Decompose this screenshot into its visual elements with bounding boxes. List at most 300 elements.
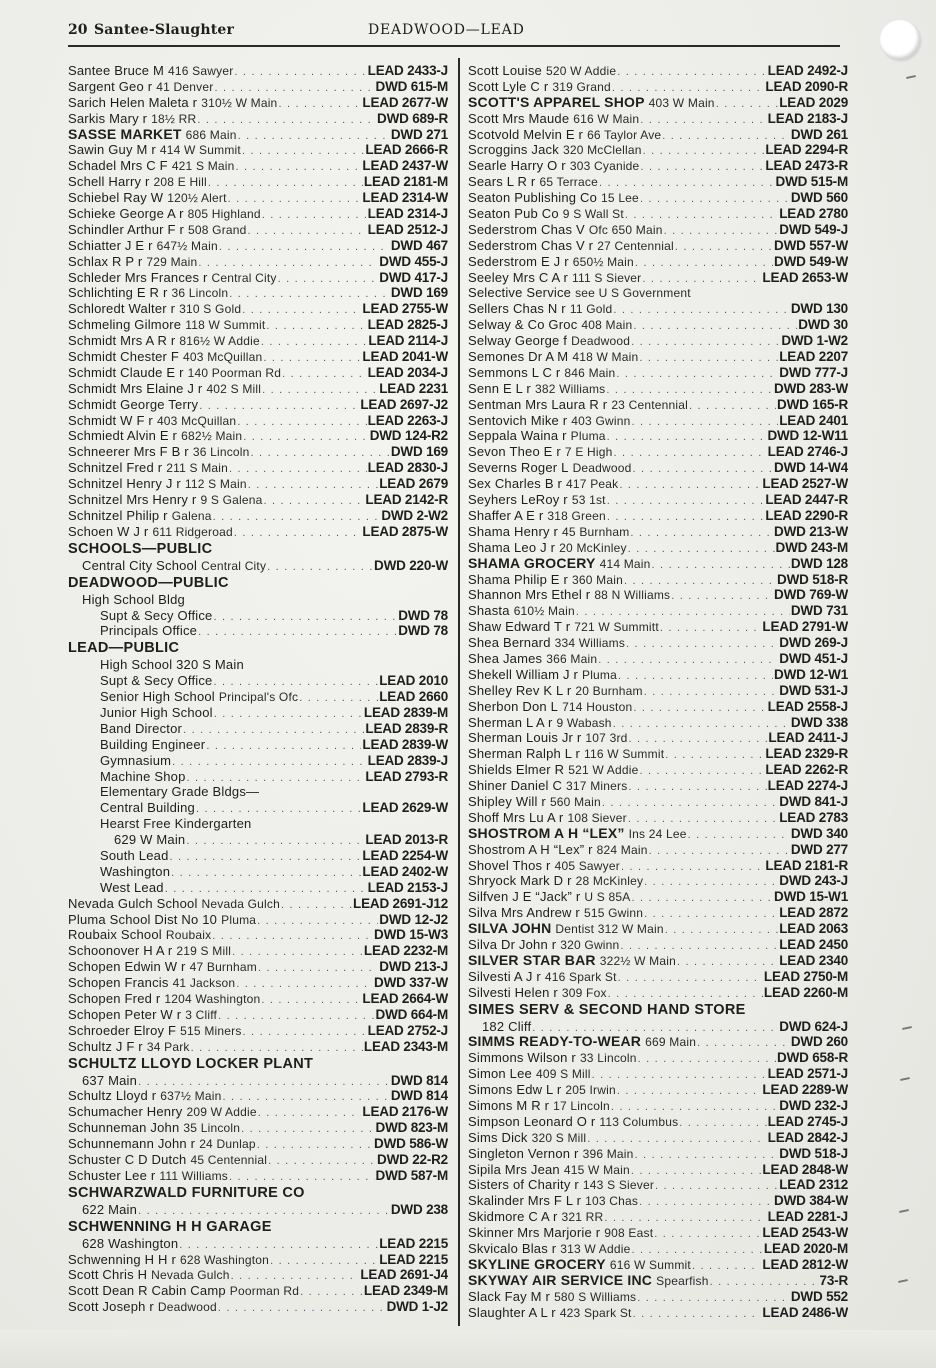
page-number: 20 — [68, 22, 88, 38]
listing-row — [468, 842, 848, 858]
dot-leader — [229, 462, 367, 476]
listing-row — [468, 127, 848, 143]
dot-leader — [214, 707, 363, 721]
dot-leader — [270, 1254, 378, 1268]
listing-row — [468, 1019, 848, 1035]
listing-phone: DWD 232-J — [779, 1098, 848, 1113]
running-head — [68, 22, 838, 42]
listing-name: Sears L R r — [468, 174, 536, 190]
dot-leader — [236, 977, 373, 991]
listing-name: SCOTT'S APPAREL SHOP — [468, 94, 645, 110]
dot-leader — [187, 771, 365, 785]
listing-address: 396 Main — [582, 1146, 634, 1161]
listing-phone: DWD 515-M — [775, 174, 848, 190]
listing-phone: DWD 130 — [790, 301, 848, 317]
listing-name: 622 Main — [82, 1201, 138, 1217]
listing-row — [468, 937, 848, 953]
listing-address: 714 Houston — [562, 699, 633, 714]
listing-name: Shryock Mark D r — [468, 873, 572, 889]
listing-name: SCHWARZWALD FURNITURE CO — [68, 1184, 305, 1201]
listing-name: High School Bldg — [82, 591, 185, 607]
dot-leader — [170, 850, 362, 864]
dot-leader — [234, 526, 362, 540]
listing-row — [468, 365, 848, 381]
listing-phone: DWD 78 — [398, 623, 448, 639]
listing-phone: DWD 455-J — [379, 253, 448, 269]
listing-address: 320 S Mill — [531, 1130, 587, 1145]
listing-phone: LEAD 2433-J — [367, 63, 448, 78]
listing-address: 15 Lee — [601, 191, 639, 206]
dot-leader — [633, 319, 797, 333]
listing-name: Schmeling Gilmore — [68, 317, 182, 333]
dot-leader — [263, 351, 361, 365]
listing-address: 33 Lincoln — [579, 1051, 637, 1066]
listing-phone: DWD 12-W11 — [767, 428, 848, 444]
listing-name: Schiatter J E r — [68, 237, 153, 253]
listing-row — [468, 858, 848, 874]
listing-address: 402 S Mill — [206, 381, 262, 396]
listing-name: Junior High School — [100, 704, 213, 720]
listing-name: SKYLINE GROCERY — [468, 1256, 606, 1272]
dot-leader — [191, 1041, 363, 1055]
dot-leader — [237, 415, 366, 429]
listing-row — [468, 1241, 848, 1257]
listing-row — [68, 1168, 448, 1184]
listing-address: Dentist 312 W Main — [555, 922, 664, 937]
listing-name: Sherman Louis Jr r — [468, 730, 582, 746]
listing-row — [68, 1007, 448, 1023]
dot-leader — [587, 1132, 766, 1146]
listing-name: Slaughter A L r — [468, 1304, 556, 1320]
listing-row — [468, 1177, 848, 1193]
listing-phone: LEAD 2848-W — [762, 1161, 848, 1177]
listing-phone: LEAD 2181-M — [363, 174, 448, 190]
listing-name: Schloredt Walter r — [68, 301, 176, 317]
listing-phone: LEAD 2783 — [779, 809, 848, 825]
dot-leader — [267, 560, 373, 574]
listing-address: Deadwood — [572, 461, 632, 476]
listing-name: SIMES SERV & SECOND HAND STORE — [468, 1001, 746, 1018]
dot-leader — [261, 335, 368, 349]
dot-leader — [626, 637, 778, 651]
listing-name: Machine Shop — [100, 768, 186, 784]
listing-phone: DWD 12-W1 — [774, 666, 848, 682]
listing-name: Seppala Waina r — [468, 428, 567, 444]
listing-name: Shostrom A H “Lex” r — [468, 841, 593, 857]
listing-phone: DWD 689-R — [377, 110, 448, 126]
listing-name: Elementary Grade Bldgs— — [100, 784, 260, 800]
page-bottom-margin — [0, 1330, 936, 1368]
listing-name: Simons Edw L r — [468, 1082, 562, 1098]
listing-phone: LEAD 2281-J — [767, 1209, 848, 1225]
left-column — [68, 63, 448, 1315]
listing-name: Scott Louise — [468, 63, 542, 78]
listing-phone: LEAD 2411-J — [768, 730, 848, 746]
listing-address: Galena — [171, 508, 212, 523]
listing-name: Silvesti Helen r — [468, 984, 558, 1000]
listing-address: 140 Poorman Rd — [187, 365, 282, 380]
listing-phone: DWD 467 — [390, 237, 448, 253]
listing-row — [68, 365, 448, 381]
listing-phone: DWD 557-W — [774, 237, 848, 253]
listing-name: Schumacher Henry — [68, 1104, 183, 1120]
dot-leader — [241, 1122, 374, 1136]
listing-name: Seeley Mrs C A r — [468, 269, 569, 285]
listing-row — [468, 1034, 848, 1050]
dot-leader — [278, 272, 379, 286]
listing-phone: DWD 238 — [390, 1201, 448, 1217]
dot-leader — [649, 844, 790, 858]
listing-phone: DWD 731 — [790, 603, 848, 619]
listing-phone: DWD 220-W — [374, 557, 448, 573]
listing-row — [468, 190, 848, 206]
dot-leader — [633, 701, 766, 715]
listing-address: 611 Ridgeroad — [152, 524, 233, 539]
listing-name: Schadel Mrs C F — [68, 158, 168, 174]
listing-address: 637½ Main — [160, 1089, 222, 1104]
dot-leader — [282, 367, 367, 381]
listing-row — [68, 721, 448, 737]
listing-row — [468, 381, 848, 397]
listing-address: 20 Burnham — [575, 683, 643, 698]
listing-row — [468, 683, 848, 699]
listing-row — [468, 1114, 848, 1130]
listing-row — [68, 349, 448, 365]
listing-address: 322½ W Main — [599, 953, 676, 968]
listing-name: Supt & Secy Office — [100, 607, 213, 623]
listing-name: Schroeder Elroy F — [68, 1022, 177, 1038]
listing-address: 521 W Addie — [568, 763, 639, 778]
dot-leader — [242, 144, 364, 158]
listing-row — [468, 746, 848, 762]
listing-name: Severns Roger L — [468, 460, 569, 476]
listing-row — [68, 1073, 448, 1089]
listing-phone: LEAD 2571-J — [767, 1066, 848, 1082]
dot-leader — [196, 802, 361, 816]
listing-name: Shea James — [468, 650, 543, 666]
listing-phone: LEAD 2181-R — [765, 857, 848, 873]
listing-row — [468, 651, 848, 667]
listing-name: Simpson Leonard O r — [468, 1113, 596, 1129]
listing-phone: LEAD 2254-W — [362, 847, 448, 863]
listing-phone: LEAD 2543-W — [762, 1225, 848, 1241]
listing-row — [68, 444, 448, 460]
listing-phone: DWD 531-J — [779, 682, 848, 698]
dot-leader — [616, 367, 778, 381]
listing-row — [468, 667, 848, 683]
listing-row — [468, 79, 848, 95]
dot-leader — [608, 987, 763, 1001]
listing-name: Schmidt W F r — [68, 412, 153, 428]
listing-row — [468, 921, 848, 937]
listing-row — [68, 285, 448, 301]
listing-row — [68, 769, 448, 785]
listing-phone: LEAD 2691-J12 — [353, 895, 448, 911]
listing-address: 45 Burnham — [562, 524, 630, 539]
listing-row — [468, 794, 848, 810]
listing-address: 103 Chas — [585, 1194, 639, 1209]
dot-leader — [633, 1307, 762, 1321]
listing-row — [68, 190, 448, 206]
listing-phone: LEAD 2010 — [379, 673, 448, 689]
listing-address: 515 Miners — [180, 1023, 242, 1038]
dot-leader — [138, 1204, 390, 1218]
listing-address: 647½ Main — [156, 238, 218, 253]
listing-name: Sex Charles B r — [468, 476, 563, 492]
listing-row — [468, 619, 848, 635]
listing-row — [68, 158, 448, 174]
listing-name: Skinner Mrs Marjorie r — [468, 1225, 601, 1241]
dot-leader — [639, 764, 764, 778]
listing-row — [468, 142, 848, 158]
listing-name: Sevon Theo E r — [468, 444, 561, 460]
listing-phone: LEAD 2842-J — [767, 1129, 848, 1145]
listing-name: Selective Service — [468, 285, 572, 301]
listing-address: 403 W Main — [648, 95, 715, 110]
listing-address: 24 Dunlap — [199, 1137, 256, 1152]
listing-name: 629 W Main — [114, 832, 186, 848]
listing-name: SCHWENNING H H GARAGE — [68, 1218, 272, 1235]
dot-leader — [208, 176, 363, 190]
dot-leader — [179, 1238, 378, 1252]
listing-name: Simons M R r — [468, 1098, 550, 1113]
listing-phone: DWD 15-W1 — [774, 889, 848, 905]
listing-address: Nevada Gulch — [151, 1268, 230, 1283]
listing-address: 846 Main — [564, 365, 616, 380]
dot-leader — [199, 399, 359, 413]
listing-phone: DWD 243-J — [779, 873, 848, 889]
edge-mark — [898, 1279, 908, 1283]
listing-row — [68, 206, 448, 222]
listing-address: 112 S Main — [184, 477, 247, 492]
dot-leader — [643, 144, 765, 158]
listing-row — [68, 95, 448, 111]
listing-name: Schunneman John — [68, 1120, 180, 1136]
listing-phone: LEAD 2660 — [379, 689, 448, 705]
listing-name: SCHULTZ LLOYD LOCKER PLANT — [68, 1055, 314, 1072]
listing-phone: DWD 243-M — [775, 539, 848, 555]
listing-address: 520 W Addie — [545, 64, 617, 78]
dot-leader — [619, 478, 761, 492]
listing-name: Schnitzel Henry J r — [68, 476, 181, 492]
listing-address: 17 Lincoln — [553, 1099, 610, 1113]
listing-name: Silvesti A J r — [468, 968, 541, 984]
listing-row — [468, 985, 848, 1001]
listing-phone: DWD 261 — [790, 126, 848, 142]
listing-name: Shaw Edward T r — [468, 619, 571, 635]
listing-address: 34 Park — [146, 1039, 190, 1054]
listing-name: Shea Bernard — [468, 635, 551, 651]
listing-name: Shannon Mrs Ethel r — [468, 587, 591, 603]
listing-name: Seaton Publishing Co — [468, 190, 598, 206]
dot-leader — [532, 1021, 778, 1035]
listing-address: 318 Green — [547, 508, 606, 523]
listing-name: Schieke George A r — [68, 206, 184, 222]
listing-phone: LEAD 2013-R — [365, 832, 448, 848]
listing-address: 65 Terrace — [539, 175, 598, 190]
listing-phone: LEAD 2262-R — [765, 762, 848, 778]
dot-leader — [213, 675, 378, 689]
listing-address: 416 Sawyer — [168, 64, 234, 78]
listing-row — [68, 592, 448, 608]
listing-address: 310 S Gold — [179, 302, 242, 317]
listing-name: SHAMA GROCERY — [468, 555, 596, 571]
listing-address: 824 Main — [596, 842, 648, 857]
listing-row — [468, 1066, 848, 1082]
listing-phone: DWD 658-R — [777, 1050, 848, 1066]
listing-address: 9 S Galena — [200, 493, 263, 508]
listing-row — [68, 397, 448, 413]
listing-row — [68, 301, 448, 317]
listing-row — [68, 912, 448, 928]
listing-row — [468, 524, 848, 540]
listing-row — [68, 558, 448, 574]
listing-row — [468, 317, 848, 333]
dot-leader — [238, 129, 390, 143]
listing-address: 319 Grand — [552, 79, 611, 94]
listing-name: Schlax R P r — [68, 253, 143, 269]
listing-address: 310½ W Main — [201, 95, 278, 110]
dot-leader — [630, 526, 773, 540]
listing-phone: DWD 451-J — [779, 650, 848, 666]
listing-address: 403 Gwinn — [571, 413, 631, 428]
listing-phone: LEAD 2512-J — [367, 221, 448, 237]
listing-phone: DWD 384-W — [774, 1193, 848, 1209]
listing-row — [68, 508, 448, 524]
listing-name: SKYWAY AIR SERVICE INC — [468, 1272, 653, 1288]
listing-address: 320 Gwinn — [560, 937, 620, 952]
listing-phone: DWD 549-W — [774, 253, 848, 269]
listing-row — [68, 317, 448, 333]
listing-name: South Lead — [100, 847, 169, 863]
dot-leader — [278, 97, 361, 111]
listing-row — [468, 301, 848, 317]
listing-name: Shama Leo J r — [468, 539, 556, 555]
listing-name: Shiner Daniel C — [468, 778, 563, 794]
listing-phone: LEAD 2314-W — [362, 190, 448, 206]
listing-address: 18½ RR — [151, 111, 197, 126]
listing-phone: DWD 169 — [390, 444, 448, 460]
listing-row — [68, 816, 448, 832]
listing-row — [68, 63, 448, 79]
listing-phone: LEAD 2402-W — [362, 863, 448, 879]
listing-address: 616 W Main — [573, 111, 640, 126]
listing-row — [468, 460, 848, 476]
listing-address: 805 Highland — [187, 207, 261, 222]
listing-address: 321 RR — [561, 1210, 604, 1225]
listing-name: 637 Main — [82, 1072, 138, 1088]
listing-row — [68, 428, 448, 444]
listing-name: Silva Dr John r — [468, 936, 557, 952]
dot-leader — [607, 494, 765, 508]
listing-address: 113 Columbus — [599, 1114, 679, 1129]
dot-leader — [236, 160, 362, 174]
listing-name: Shovel Thos r — [468, 857, 551, 873]
dot-leader — [662, 129, 790, 143]
listing-phone: DWD 22-R2 — [377, 1152, 448, 1167]
listing-row — [68, 222, 448, 238]
listing-row — [468, 1098, 848, 1114]
listing-row — [68, 381, 448, 397]
dot-leader — [635, 1148, 779, 1162]
listing-name: West Lead — [100, 879, 164, 895]
listing-phone: LEAD 2447-R — [765, 492, 848, 508]
listing-name: Selway & Co Groc — [468, 317, 578, 333]
listing-phone: LEAD 2527-W — [762, 476, 848, 492]
listing-phone: LEAD 2153-J — [367, 879, 448, 895]
listing-row — [68, 79, 448, 95]
listing-name: Sargent Geo r — [68, 78, 153, 94]
listing-address: 107 3rd — [585, 731, 628, 746]
listing-phone: LEAD 2839-J — [367, 752, 448, 768]
listing-phone: DWD 165-R — [777, 396, 848, 412]
listing-row — [68, 460, 448, 476]
listing-address: 111 S Siever — [572, 270, 642, 285]
dot-leader — [654, 1227, 761, 1241]
listing-address: Pluma — [221, 912, 257, 927]
listing-address: 208 E Hill — [153, 175, 207, 190]
listing-address: Ofc 650 Main — [588, 222, 663, 237]
listing-row — [68, 413, 448, 429]
listing-row — [468, 238, 848, 254]
listing-phone: DWD 841-J — [779, 793, 848, 809]
dot-leader — [213, 510, 381, 524]
listing-phone: LEAD 2653-W — [762, 269, 848, 285]
dot-leader — [689, 399, 776, 413]
listing-address: 816½ W Addie — [179, 334, 260, 349]
listing-name: Sherman Ralph L r — [468, 746, 581, 762]
listing-row — [68, 1283, 448, 1299]
listing-phone: LEAD 2114-J — [368, 333, 448, 349]
dot-leader — [620, 939, 778, 953]
listing-phone: DWD 15-W3 — [374, 927, 448, 943]
listing-phone: DWD 338 — [790, 714, 848, 730]
listing-name: Sentman Mrs Laura R r — [468, 396, 608, 412]
dot-leader — [214, 81, 374, 95]
listing-address: 28 McKinley — [575, 874, 644, 889]
listing-row — [68, 800, 448, 816]
listing-phone: DWD 417-J — [379, 269, 448, 285]
dot-leader — [664, 224, 779, 238]
listing-name: Sims Dick — [468, 1129, 528, 1145]
listing-row — [468, 174, 848, 190]
listing-row — [468, 889, 848, 905]
listing-row — [68, 1152, 448, 1168]
listing-address: Deadwood — [157, 1300, 217, 1315]
listing-row — [68, 1267, 448, 1283]
dot-leader — [631, 335, 780, 349]
listing-phone: LEAD 2791-W — [762, 619, 848, 635]
listing-phone: LEAD 2215 — [379, 1235, 448, 1251]
listing-row — [468, 540, 848, 556]
header-rule — [68, 45, 840, 47]
dot-leader — [638, 1052, 776, 1066]
listing-name: Schultz Lloyd r — [68, 1088, 157, 1104]
listing-name: Sellers Chas N r — [468, 301, 566, 317]
dot-leader — [631, 1164, 762, 1178]
listing-row — [468, 333, 848, 349]
listing-address: Nevada Gulch — [201, 896, 280, 911]
listing-row — [68, 975, 448, 991]
listing-name: Shields Elmer R — [468, 762, 565, 778]
listing-name: Scott Joseph r — [68, 1299, 154, 1315]
listing-name: Scott Dean R Cabin Camp — [68, 1283, 226, 1299]
listing-row — [68, 832, 448, 848]
listing-row — [468, 1162, 848, 1178]
listing-row — [468, 1050, 848, 1066]
listing-row — [68, 1104, 448, 1120]
listing-address: 20 McKinley — [559, 540, 627, 555]
